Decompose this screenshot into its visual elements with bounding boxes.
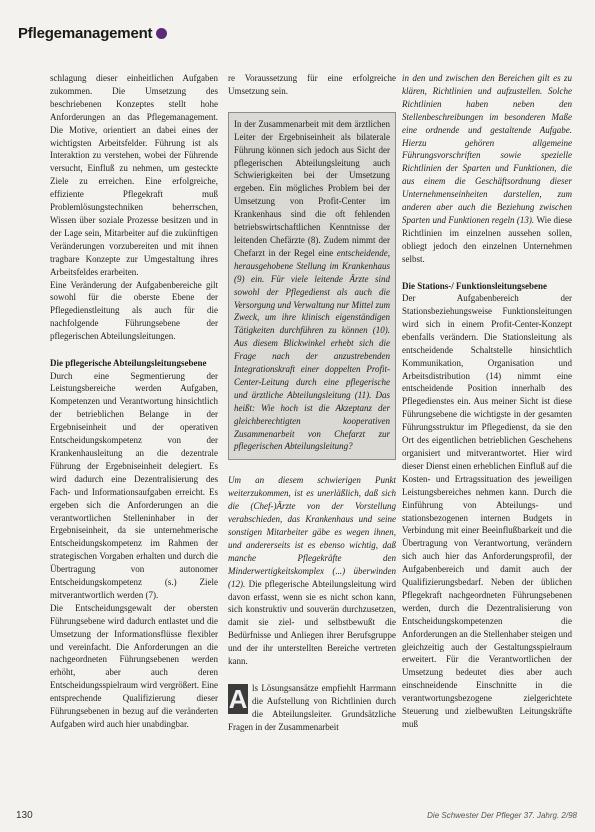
paragraph: schlagung dieser einheitlichen Aufgaben zukommen. Die Umsetzung des beschriebenen Konzeptes stellt hohe Anforderungen an das Pflegemanagement. Die Motive, orientiert an dabei eines der wichtigsten Arbeitsfelder. Führung ist als Interaktion zu verstehen, wobei der Führende versucht, Einfluß zu nehmen, um gesteckte Ziele zu erreichen. Eine erfolgreiche, effiziente Pflegekraft muß Problemlösungstechniken beherrschen, Wissen über soziale Prozesse besitzen und in der Lage sein, Mitarbeiter auf die zukünftigen Veränderungen vorzubereiten und mit ihnen tragbare Konzepte zur Umgestaltung ihres Arbeitsfeldes erarbeiten. (50, 73, 218, 277)
subheading-abteilungsleitung: Die pflegerische Abteilungsleitungsebene (50, 358, 207, 369)
page-number: 130 (16, 810, 33, 821)
highlight-box (228, 112, 396, 461)
paragraph: Durch eine Segmentierung der Leistungsbereiche werden Aufgaben, Kompetenzen und Verantwortung hinsichtlich der betrieblichen Belange in der Ergebniseinheit und der operativen Entscheidungskompetenz von der Krankenhausleitung an die dezentrale Führung der Ergebniseinheit delegiert. Es wird dadurch eine Dezentralisierung des Fach- und Informationsaufgaben erreicht. Es ergeben sich die Anforderungen an die verantwortlichen Stelleninhaber in der Ergebniseinheit, da sie unternehmerische Entscheidungskompetenz im Rahmen der strategischen Vorgaben erhalten und durch die Übertragung von autonomer Entscheidungskompetenz (s.) Ziele mitverantwortlich werden (7). (50, 370, 218, 600)
text-column-1 (50, 72, 218, 817)
section-title: Pflegemanagement (18, 24, 153, 42)
paragraph: Um an diesem schwierigen Punkt weiterzukommen, ist es unerläßlich, daß sich die (Chef-)Ärzte von der Vorstellung verabschieden, das Krankenhaus und seine sonstigen Mitarbeiter gäbe es wegen ihnen, und andererseits ist es ebenso wichtig, daß manche Pflegekräfte den Minderwertigkeitskomplex (...) überwinden (12). Die pflegerische Abteilungsleitung wird davon erfasst, wenn sie es nicht schon kann, sich konstruktiv und souverän durchzusetzen, damit sie ziel- und selbstbewußt die Bedürfnisse und Anliegen ihrer Berufsgruppe und der ihr unterstellten Bereiche vertreten kann. (228, 475, 396, 667)
text-column-2 (228, 72, 396, 817)
paragraph: Die Entscheidungsgewalt der obersten Führungsebene wird dadurch entlastet und die Umsetzung der Informationsflüsse flexibler und vereinfacht. Die Anforderungen an die nachgeordneten Führungsebenen werden erhöht, aber auch deren Entscheidungsspielraum wird vergrößert. Eine entsprechende Qualifizierung dieser Führungsebenen in bezug auf die veränderten Aufgaben wird auch hier unabdingbar. (50, 602, 218, 729)
purple-dot-icon (156, 28, 167, 39)
paragraph: ls Lösungsansätze empfiehlt Harrmann die Aufstellung von Richtlinien durch die Abteilungsleiter. Grundsätzliche Fragen in der Zusammenarbeit (228, 682, 396, 732)
dropcap-letter: A (228, 683, 248, 714)
paragraph: in den und zwischen den Bereichen gilt es zu klären, Richtlinien und aufzustellen. Solche Richtlinien haben neben den Stellenbeschreibungen im besonderen Maße eine ordnende und gestaltende Aufgabe. Hierzu gehören allgemeine Führungsvorschriften sowie spezielle Richtlinien der Sparten und Funktionen, die aus einem die Geschäftsordnung dieser Unternehmenseinheiten darstellen, zum anderen aber auch die Beziehung zwischen Sparten und Funktionen regeln (13). Wie diese Richtlinien im einzelnen aussehen sollen, obliegt jedoch den einzelnen Unternehmen selbst. (402, 73, 572, 264)
dropcap-paragraph (228, 682, 396, 734)
box-paragraph: In der Zusammenarbeit mit dem ärztlichen Leiter der Ergebniseinheit als bilaterale Führung können sich jedoch aus Sicht der pflegerischen Abteilungsleitung auch Schwierigkeiten bei der Umsetzung ergeben. Ein mögliches Problem bei der Umsetzung von Profit-Center im Krankenhaus sind die oft fehlenden betriebswirtschaftlichen Kenntnisse der leitenden Chefärzte (8). Zudem nimmt der Chefarzt in der Regel eine entscheidende, herausgehobene Stellung im Krankenhaus (9) ein. Für viele leitende Ärzte sind sowohl der Pflegedienst als auch die Versorgung und Verwaltung nur Mittel zum Zweck, um ihre klinisch eigenständigen Tätigkeiten durchführen zu können (10). Aus diesem Blickwinkel erhebt sich die Frage nach der anzustrebenden Integrationskraft einer doppelten Profit-Center-Leitung durch eine pflegerische und ärztliche Abteilungsleitung (11). Das heißt: Wie hoch ist die Akzeptanz der gleichberechtigten kooperativen Zusammenarbeit von Chefarzt zur pflegerischen Abteilungsleitung? (234, 118, 390, 452)
subheading-stationsleitung: Die Stations-/ Funktionsleitungsebene (402, 280, 548, 291)
paragraph: re Voraussetzung für eine erfolgreiche Umsetzung sein. (228, 73, 396, 96)
journal-footer: Die Schwester Der Pfleger 37. Jahrg. 2/98 (427, 811, 577, 820)
section-header (18, 20, 153, 46)
text-column-3 (402, 72, 572, 817)
paragraph: Der Aufgabenbereich der Stationsbeziehungsweise Funktionsleitungen wird sich in einem Profit-Center-Konzept ebenfalls verändern. Die Stationsleitung als entscheidende Schaltstelle hinsichtlich Kommunikation, Organisation und Arbeitsdistribution (14) nimmt eine entscheidende Position innerhalb des Pflegedienstes ein. Aus meiner Sicht ist diese Führungsebene die wichtigste in der gesamten Führungsstruktur im Pflegedienst, da sie den Ort des eigentlichen betrieblichen Geschehens organisiert und mitverantwortet. Hier wird dieser Dienst einen erheblichen Einfluß auf die Kosten- und Ertragssituation des jeweiligen Leistungsbereiches nehmen kann. Durch die Einführung von Abteilungs- und stationsbezogenen internen Budgets in Verbindung mit einer Beeinflußbarkeit und die Übertragung von Verantwortung, verändern sich auch hier das Anforderungsprofil, der Aufgabenbereich und damit auch der Qualifizierungsbedarf. Neben der üblichen Pflegekraft nachgeordneten Führungsebenen werden, durch die Dezentralisierung von Entscheidungskompetenzen die Anforderungen an die Stellenhaber steigen und gleichzeitig auch der Gestaltungsspielraum erweitert. Für die Verantwortlichen der Umsetzung bedeutet dies aber auch einschneidende Einschnitte in die verantwortungsbezogene zielgerichtete Steuerung und zielbewußten Leitungskräfte muß (402, 293, 572, 729)
paragraph: Eine Veränderung der Aufgabenbereiche gilt sowohl für die oberste Ebene der Pflegedienstleitung als auch für die nachfolgende Führungsebene der pflegerischen Abteilungsleitungen. (50, 279, 218, 342)
